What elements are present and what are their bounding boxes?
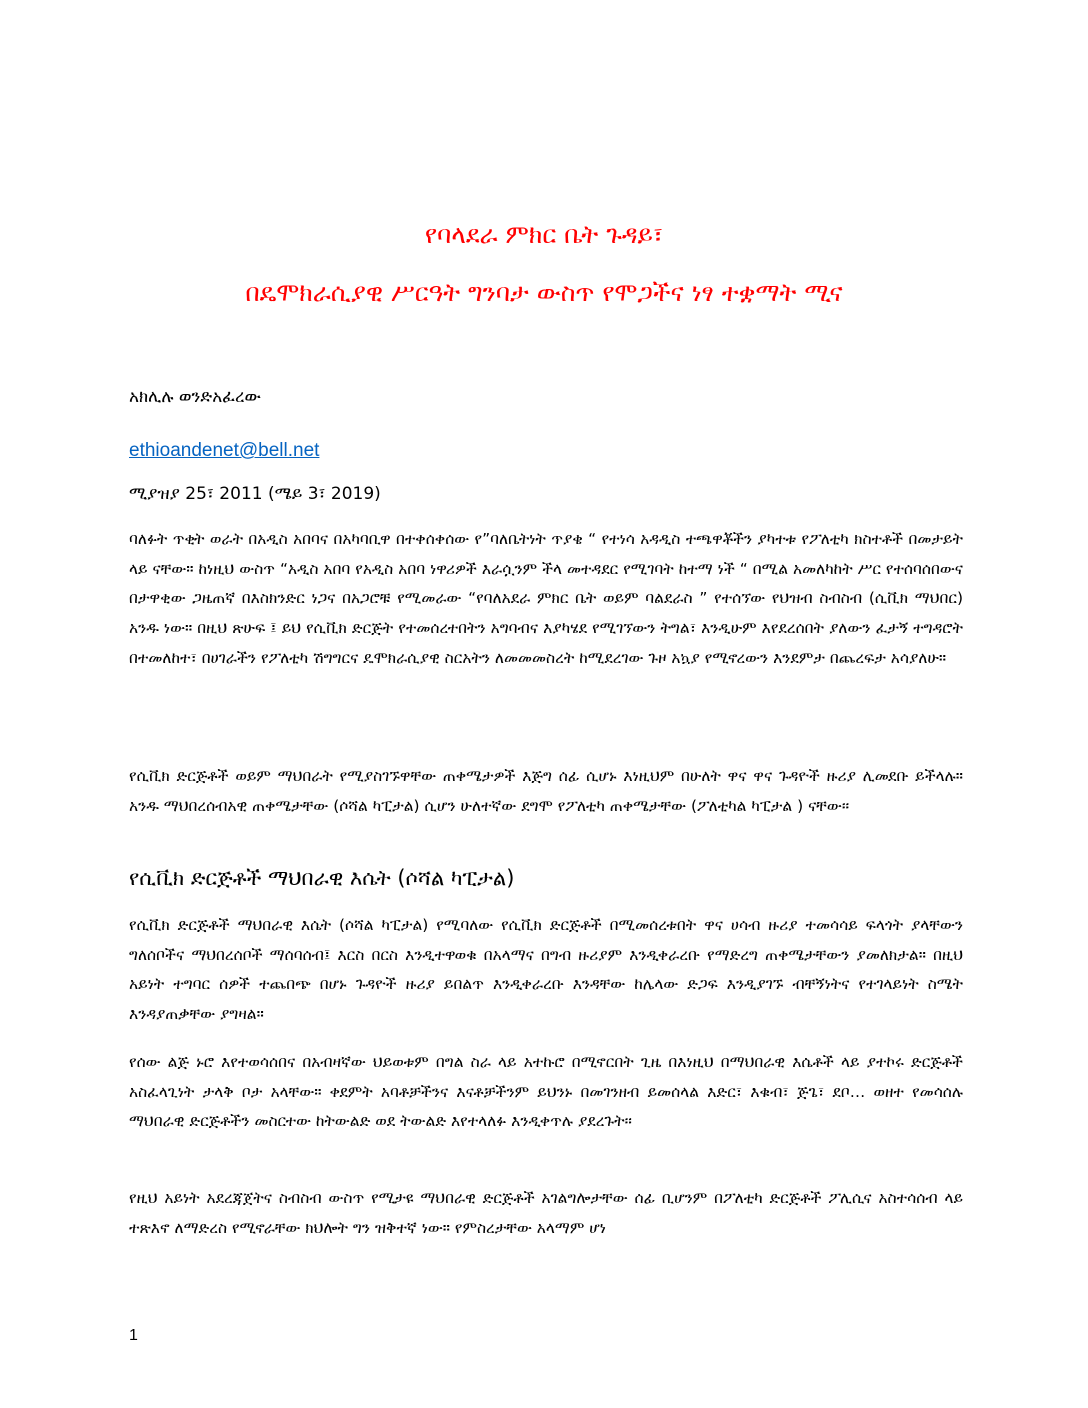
author-email-link[interactable]: ethioandenet@bell.net <box>129 440 320 461</box>
body-paragraph-5: የዚህ አይነት አደረጃጀትና ስብስብ ውስጥ የሚታዩ ማህበራዊ ድርጅቶች አገልግሎታቸው ሰፊ ቢሆንም በፖለቲካ ድርጅቶች ፖሊሲና አስተሳሰብ ላይ ተጽእኖ ለማድረስ የሚኖራቸው ክህሎት ግን ዝቅተኛ ነው። የምስረታቸው አላማም ሆነ <box>129 1189 963 1237</box>
page-number: 1 <box>129 1327 138 1344</box>
author-name: አክሊሉ ወንድአፈረው <box>129 387 261 407</box>
document-subtitle: በዴሞክራሲያዊ ሥርዓት ግንባታ ውስጥ የሞጋችና ነፃ ተቋማት ሚና <box>245 278 843 307</box>
publication-date: ሚያዝያ 25፣ 2011 (ሜይ 3፣ 2019) <box>129 484 381 504</box>
body-paragraph-3: የሲቪክ ድርጅቶች ማህበራዊ እሴት (ሶሻል ካፒታል) የሚባለው የሲቪክ ድርጅቶች በሚመሰረቱበት ዋና ሀሳብ ዙሪያ ተመሳሳይ ፍላጎት ያላቸውን ግለሰቦችና ማህበረሰቦች ማሰባሰብ፤ እርስ በርስ እንዲተዋወቁ በአላማና በግብ ዙሪያም እንዲቀራረቡ የማድረግ ጠቀሜታቸውን ያመለክታል። በዚህ አይነት ተግባር ሰዎች ተጨበጭ በሆኑ ጉዳዮች ዙሪያ ይበልጥ እንዲቀራረቡ እንዳቸው ከሌላው ድጋፍ እንዲያገኙ ብቸኝነትና የተገላይነት ስሜት እንዳያጠቃቸው ያግዛል። <box>129 916 963 1024</box>
document-title: የባላደራ ምክር ቤት ጉዳይ፣ <box>424 220 664 249</box>
body-paragraph-4: የሰው ልጅ ኑሮ እየተወሳሰበና በአብዛኛው ህይወቱም በግል ስራ ላይ አተኩሮ በሚኖርበት ጊዜ በእነዚህ በማህበራዊ እሴቶች ላይ ያተኮሩ ድርጅቶች አስፈላጊነት ታላቅ ቦታ አላቸው። ቀደምት አባቶቻችንና እናቶቻችንም ይህንኑ በመገንዘብ ይመሰላል እድር፣ እቁብ፣ ጅጌ፣ ደቦ… ወዘተ የመሳሰሉ ማህበራዊ ድርጅቶችን መስርተው ከትውልድ ወደ ትውልድ እየተላለፉ እንዲቀጥሉ ያደረጉት፡፡ <box>129 1053 963 1131</box>
body-paragraph-1: ባለፉት ጥቂት ወራት በአዲስ አበባና በአካባቢዋ በተቀሰቀሰው የ”ባለቤትነት ጥያቄ “ የተነሳ አዳዲስ ተጫዋቾችን ያካተቱ የፖለቲካ ክስተቶች በመታይት ላይ ናቸው። ከነዚህ ውስጥ “አዲስ አበባ የአዲስ አበባ ነዋሪዎች እራሷንም ችላ መተዳደር የሚገባት ከተማ ነች “ በሚል አመለካከት ሥር የተሰባሰበውና በታዋቂው ጋዜጠኛ በእስክንድር ነጋና በአጋሮቹ የሚመራው “የባለአደራ ምክር ቤት ወይም ባልደራስ ” የተሰኘው የህዝብ ስብስብ (ሲቪክ ማህበር) አንዱ ነው። በዚህ ጽሁፍ ፤ ይህ የሲቪክ ድርጅት የተመሰረተበትን አግባብና እያካሄደ የሚገኘውን ትግል፣ እንዲሁም እየደረሰበት ያለውን ፈታኝ ተግዳሮት በተመለከተ፣ በሀገራችን የፖለቲካ ሽግግርና ዴሞክራሲያዊ ስርአትን ለመመመስረት ከሚደረገው ጉዞ አኳያ የሚኖረውን እንደምታ በጨረፍታ አሳያለሁ። <box>129 530 963 667</box>
body-paragraph-2: የሲቪክ ድርጅቶች ወይም ማህበራት የሚያስገኙዋቸው ጠቀሜታዎች እጅግ ሰፊ ሲሆኑ እነዚህም በሁለት ዋና ዋና ጉዳዮች ዙሪያ ሊመደቡ ይችላሉ። አንዱ ማህበረሰብአዊ ጠቀሜታቸው (ሶሻል ካፒታል) ሲሆን ሁለተኛው ደግሞ የፖለቲካ ጠቀሜታቸው (ፖለቲካል ካፒታል ) ናቸው፡፡ <box>129 767 963 815</box>
section-heading: የሲቪክ ድርጅቶች ማህበራዊ እሴት (ሶሻል ካፒታል) <box>129 866 515 890</box>
